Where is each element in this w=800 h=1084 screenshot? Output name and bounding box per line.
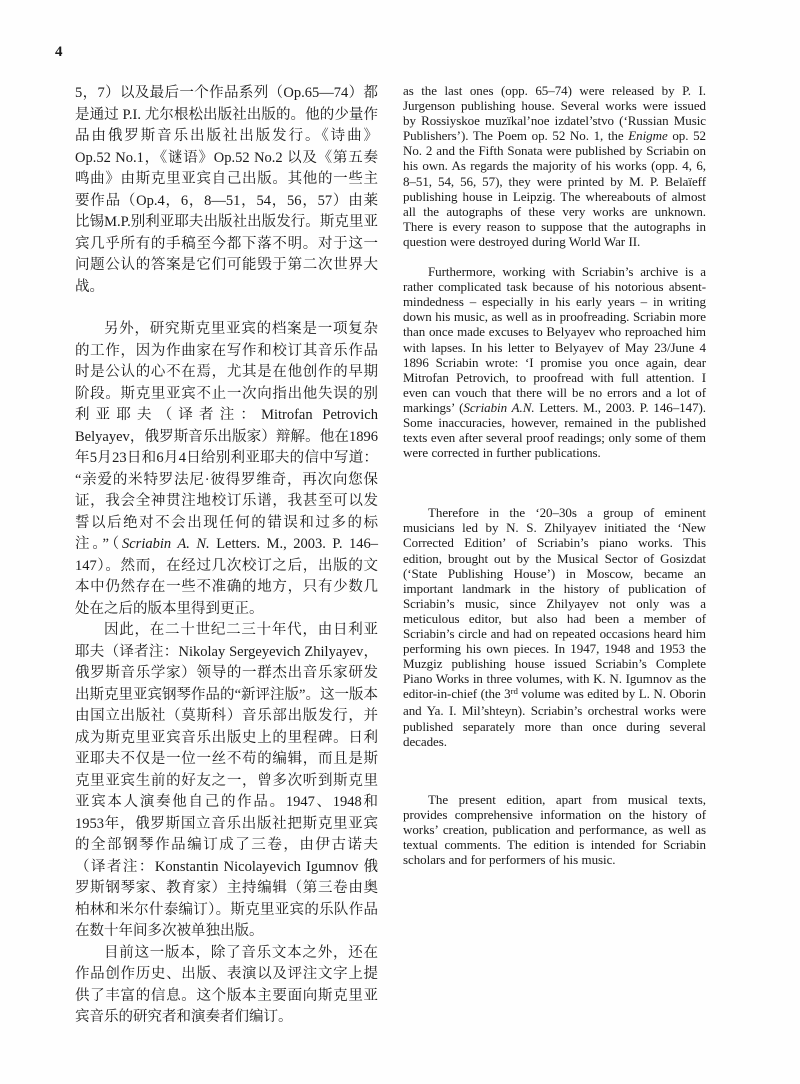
chinese-text-column xyxy=(75,83,378,1029)
text-run: Letters. M., 2003. P. 146–147). Some inaccuracies, however, remained in the published texts even after several proof readings; only some of them were corrected in further publications. xyxy=(403,399,706,461)
text-run: 因此，在二十世纪二三十年代，由日利亚耶夫（译者注：Nikolay Sergeyevich Zhilyayev，俄罗斯音乐学家）领导的一群杰出音乐家研发出斯克里亚宾钢琴作品的“新评注版”。这一版本由国立出版社（莫斯科）音乐部出版发行，并成为斯克里亚宾音乐出版史上的里程碑。日利亚耶夫不仅是一位一丝不苟的编辑，而且是斯克里亚宾生前的好友之一，曾多次听到斯克里亚宾本人演奏他自己的作品。1947、1948和1953年，俄罗斯国立音乐出版社把斯克里亚宾的全部钢琴作品编订成了三卷，由伊古诺夫（译者注：Konstantin Nicolayevich Igumnov 俄罗斯钢琴家、教育家）主持编辑（第三卷由奥柏林和米尔什泰编订）。斯克里亚宾的乐队作品在数十年间多次被单独出版。 xyxy=(75,622,378,939)
text-run: The present edition, apart from musical texts, provides comprehensive information on the history of works’ creation, publication and performance, as well as textual comments. The edition is intended for Scriabin scholars and for performers of his music. xyxy=(403,791,706,868)
paragraph xyxy=(75,620,378,943)
paragraph xyxy=(403,792,706,867)
text-run: op. 52 No. 2 and the Fifth Sonata were published by Scriabin on his own. As regards the majority of his works (opp. 4, 6, 8–51, 54, 56, 57), they were printed by M. P. Belaïeff publishing house in Leipzig. The whereabouts of almost all the autographs of these very works are unknown. There is every reason to suppose that the autographs in question were destroyed during World War II. xyxy=(403,128,706,249)
text-run: 5，7）以及最后一个作品系列（Op.65—74）都是通过 P.I. 尤尔根松出版社出版的。他的少量作品由俄罗斯音乐出版社出版发行。《诗曲》Op.52 No.1，《谜语》Op.52 No.2 以及《第五奏鸣曲》由斯克里亚宾自己出版。其他的一些主要作品（Op.4，6，8—51，54，56，57）由莱比锡M.P.别利亚耶夫出版社出版发行。斯克里亚宾几乎所有的手稿至今都下落不明。对于这一问题公认的答案是它们可能毁于第二次世界大战。 xyxy=(75,85,378,295)
text-run: as the last ones (opp. 65–74) were released by P. I. Jurgenson publishing house. Several works were issued by Rossiyskoe muzïkal’noe izdatel’stvo (‘Russian Music Publishers’). The Poem op. 52 No. 1, the xyxy=(403,83,706,144)
paragraph xyxy=(75,943,378,1029)
superscript-text: rd xyxy=(510,686,518,697)
text-run: Letters. M., 2003. P. 146–147）。然而，在经过几次校订之后，出版的文本中仍然存在一些不准确的地方，只有少数几处在之后的版本里得到更正。 xyxy=(75,536,378,617)
text-run: Furthermore, working with Scriabin’s archive is a rather complicated task because of his notorious absent-mindedness – especially in his early years – in writing down his music, as well as in proofreading. Scriabin more than once made excuses to Belyayev who reproached him with lapses. In his letter to Belyayev of May 23/June 4 1896 Scriabin wrote: ‘I promise you once again, dear Mitrofan Petrovich, to proofread with full attention. I even can vouch that there will be no errors and a lot of markings’ ( xyxy=(403,264,706,415)
english-text-column xyxy=(403,83,706,1029)
paragraph xyxy=(75,319,378,620)
paragraph xyxy=(75,83,378,298)
page-number: 4 xyxy=(55,44,63,60)
text-run: Therefore in the ‘20–30s a group of eminent musicians led by N. S. Zhilyayev initiated the ‘New Corrected Edition’ of Scriabin’s piano works. This edition, brought out by the Musical Sector of Gosizdat (‘State Publishing House’) in Moscow, became an important landmark in the history of publication of Scriabin’s music, since Zhilyayev not only was a meticulous editor, but also had been a member of Scriabin’s circle and had on repeated occasions heard him performing his own pieces. In 1947, 1948 and 1953 the Muzgiz publishing house issued Scriabin’s Complete Piano Works in three volumes, with K. N. Igumnov as the editor-in-chief (the 3 xyxy=(403,505,706,702)
text-run: volume was edited by L. N. Oborin and Ya. I. Mil’shteyn). Scriabin’s orchestral works were published separately more than once during several decades. xyxy=(403,686,706,749)
text-run: 目前这一版本，除了音乐文本之外，还在作品创作历史、出版、表演以及评注文字上提供了丰富的信息。这个版本主要面向斯克里亚宾音乐的研究者和演奏者们编订。 xyxy=(75,944,378,1025)
italic-text: Scriabin A. N. xyxy=(122,536,210,552)
text-columns xyxy=(75,83,706,1029)
paragraph xyxy=(403,264,706,460)
text-run: 另外，研究斯克里亚宾的档案是一项复杂的工作，因为作曲家在写作和校订其音乐作品时是公认的心不在焉，尤其是在他创作的早期阶段。斯克里亚宾不止一次向指出他失误的别利亚耶夫（译者注：Mitrofan Petrovich Belyayev，俄罗斯音乐出版家）辩解。他在1896年5月23日和6月4日给别利亚耶夫的信中写道：“亲爱的米特罗法尼·彼得罗维奇，再次向您保证，我会全神贯注地校订乐谱，我甚至可以发誓以后绝对不会出现任何的错误和过多的标注。”（ xyxy=(75,321,378,552)
italic-text: Scriabin A.N. xyxy=(463,399,535,415)
paragraph xyxy=(403,83,706,249)
italic-text: Enigme xyxy=(628,128,668,144)
paragraph xyxy=(403,505,706,749)
